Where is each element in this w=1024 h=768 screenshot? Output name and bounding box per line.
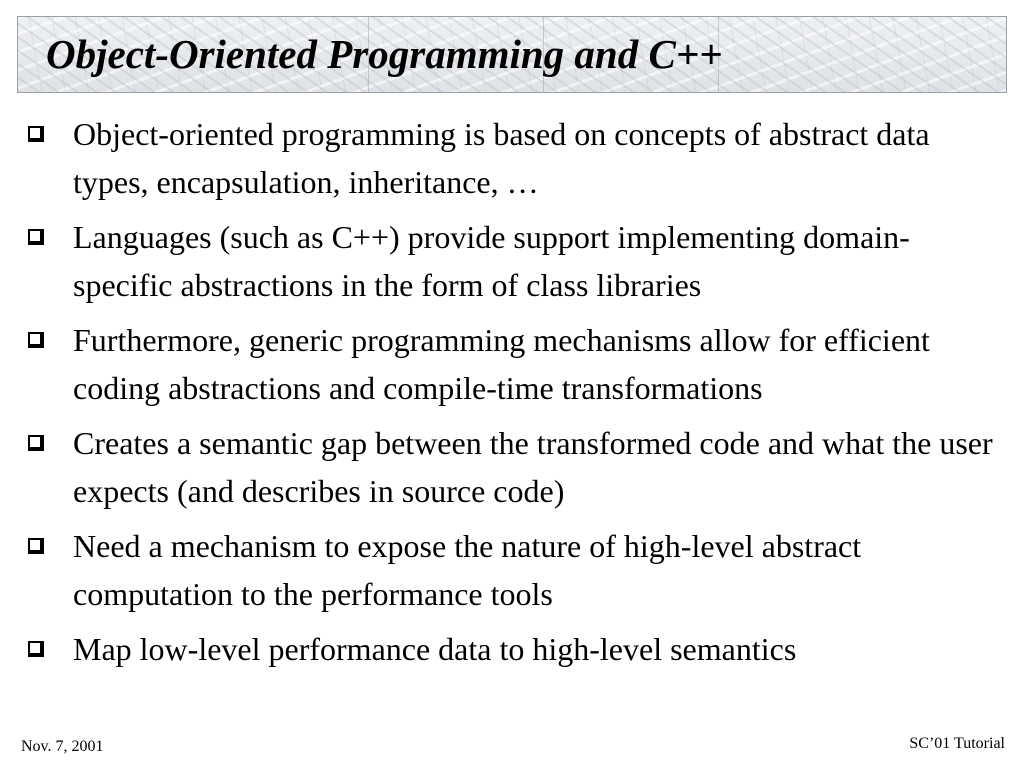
hollow-square-bullet-icon: [28, 229, 44, 245]
title-banner: [17, 16, 1007, 93]
bullet-item: [28, 110, 1008, 206]
hollow-square-bullet-icon: [28, 435, 44, 451]
bullet-text: Creates a semantic gap between the transformed code and what the user expects (and describes in source code): [73, 425, 993, 509]
bullet-item: [28, 419, 1008, 515]
hollow-square-bullet-icon: [28, 126, 44, 142]
bullet-text: Furthermore, generic programming mechanisms allow for efficient coding abstractions and compile-time transformations: [73, 322, 930, 406]
bullet-text: Map low-level performance data to high-level semantics: [73, 631, 797, 667]
slide-title: Object-Oriented Programming and C++: [46, 31, 723, 77]
bullet-text: Object-oriented programming is based on concepts of abstract data types, encapsulation, inheritance, …: [73, 116, 930, 200]
bullet-list: [28, 110, 1008, 680]
hollow-square-bullet-icon: [28, 332, 44, 348]
bullet-item: [28, 625, 1008, 673]
footer-event: SC’01 Tutorial: [909, 735, 1005, 752]
bullet-item: [28, 213, 1008, 309]
hollow-square-bullet-icon: [28, 538, 44, 554]
footer-date: Nov. 7, 2001: [21, 738, 104, 755]
hollow-square-bullet-icon: [28, 641, 44, 657]
bullet-text: Languages (such as C++) provide support implementing domain-specific abstractions in the form of class libraries: [73, 219, 910, 303]
bullet-item: [28, 522, 1008, 618]
bullet-text: Need a mechanism to expose the nature of high-level abstract computation to the performance tools: [73, 528, 862, 612]
bullet-item: [28, 316, 1008, 412]
